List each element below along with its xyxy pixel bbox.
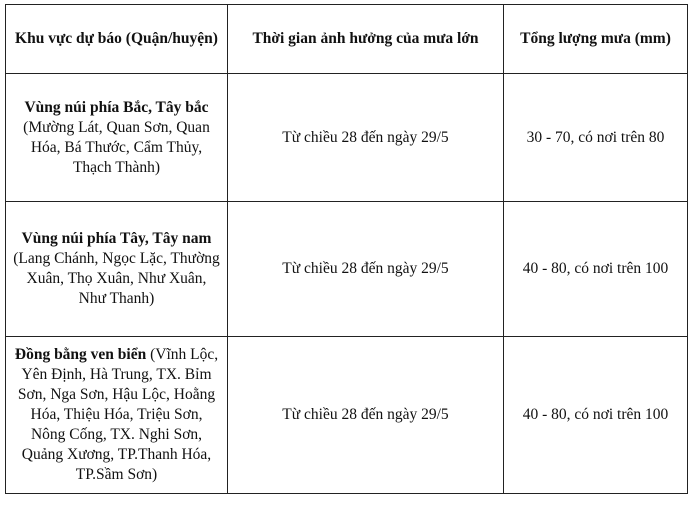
rainfall-cell: 30 - 70, có nơi trên 80 (504, 74, 688, 202)
header-region: Khu vực dự báo (Quận/huyện) (6, 5, 228, 74)
table-row (6, 337, 688, 494)
region-districts: (Mường Lát, Quan Sơn, Quan Hóa, Bá Thước, Cẩm Thủy, Thạch Thành) (23, 118, 210, 176)
rainfall-cell: 40 - 80, có nơi trên 100 (504, 202, 688, 337)
region-cell (6, 202, 228, 337)
time-cell: Từ chiều 28 đến ngày 29/5 (228, 202, 504, 337)
region-cell (6, 337, 228, 494)
table-row (6, 74, 688, 202)
time-cell: Từ chiều 28 đến ngày 29/5 (228, 337, 504, 494)
rainfall-cell: 40 - 80, có nơi trên 100 (504, 337, 688, 494)
table-row (6, 202, 688, 337)
rainfall-forecast-table (5, 4, 688, 494)
region-cell (6, 74, 228, 202)
region-districts: (Lang Chánh, Ngọc Lặc, Thường Xuân, Thọ Xuân, Như Xuân, Như Thanh) (13, 250, 220, 307)
region-districts: (Vĩnh Lộc, Yên Định, Hà Trung, TX. Bỉm Sơn, Nga Sơn, Hậu Lộc, Hoằng Hóa, Thiệu Hóa, Triệu Sơn, Nông Cống, TX. Nghi Sơn, Quảng Xương, TP.Thanh Hóa, TP.Sầm Sơn) (17, 346, 219, 483)
header-time: Thời gian ảnh hưởng của mưa lớn (228, 5, 504, 74)
table-header-row (6, 5, 688, 74)
region-name: Vùng núi phía Tây, Tây nam (21, 230, 212, 247)
region-name: Vùng núi phía Bắc, Tây bắc (24, 98, 209, 116)
region-name: Đồng bằng ven biển (14, 346, 147, 363)
header-rainfall: Tổng lượng mưa (mm) (504, 5, 688, 74)
forecast-table-container (5, 4, 688, 494)
time-cell: Từ chiều 28 đến ngày 29/5 (228, 74, 504, 202)
